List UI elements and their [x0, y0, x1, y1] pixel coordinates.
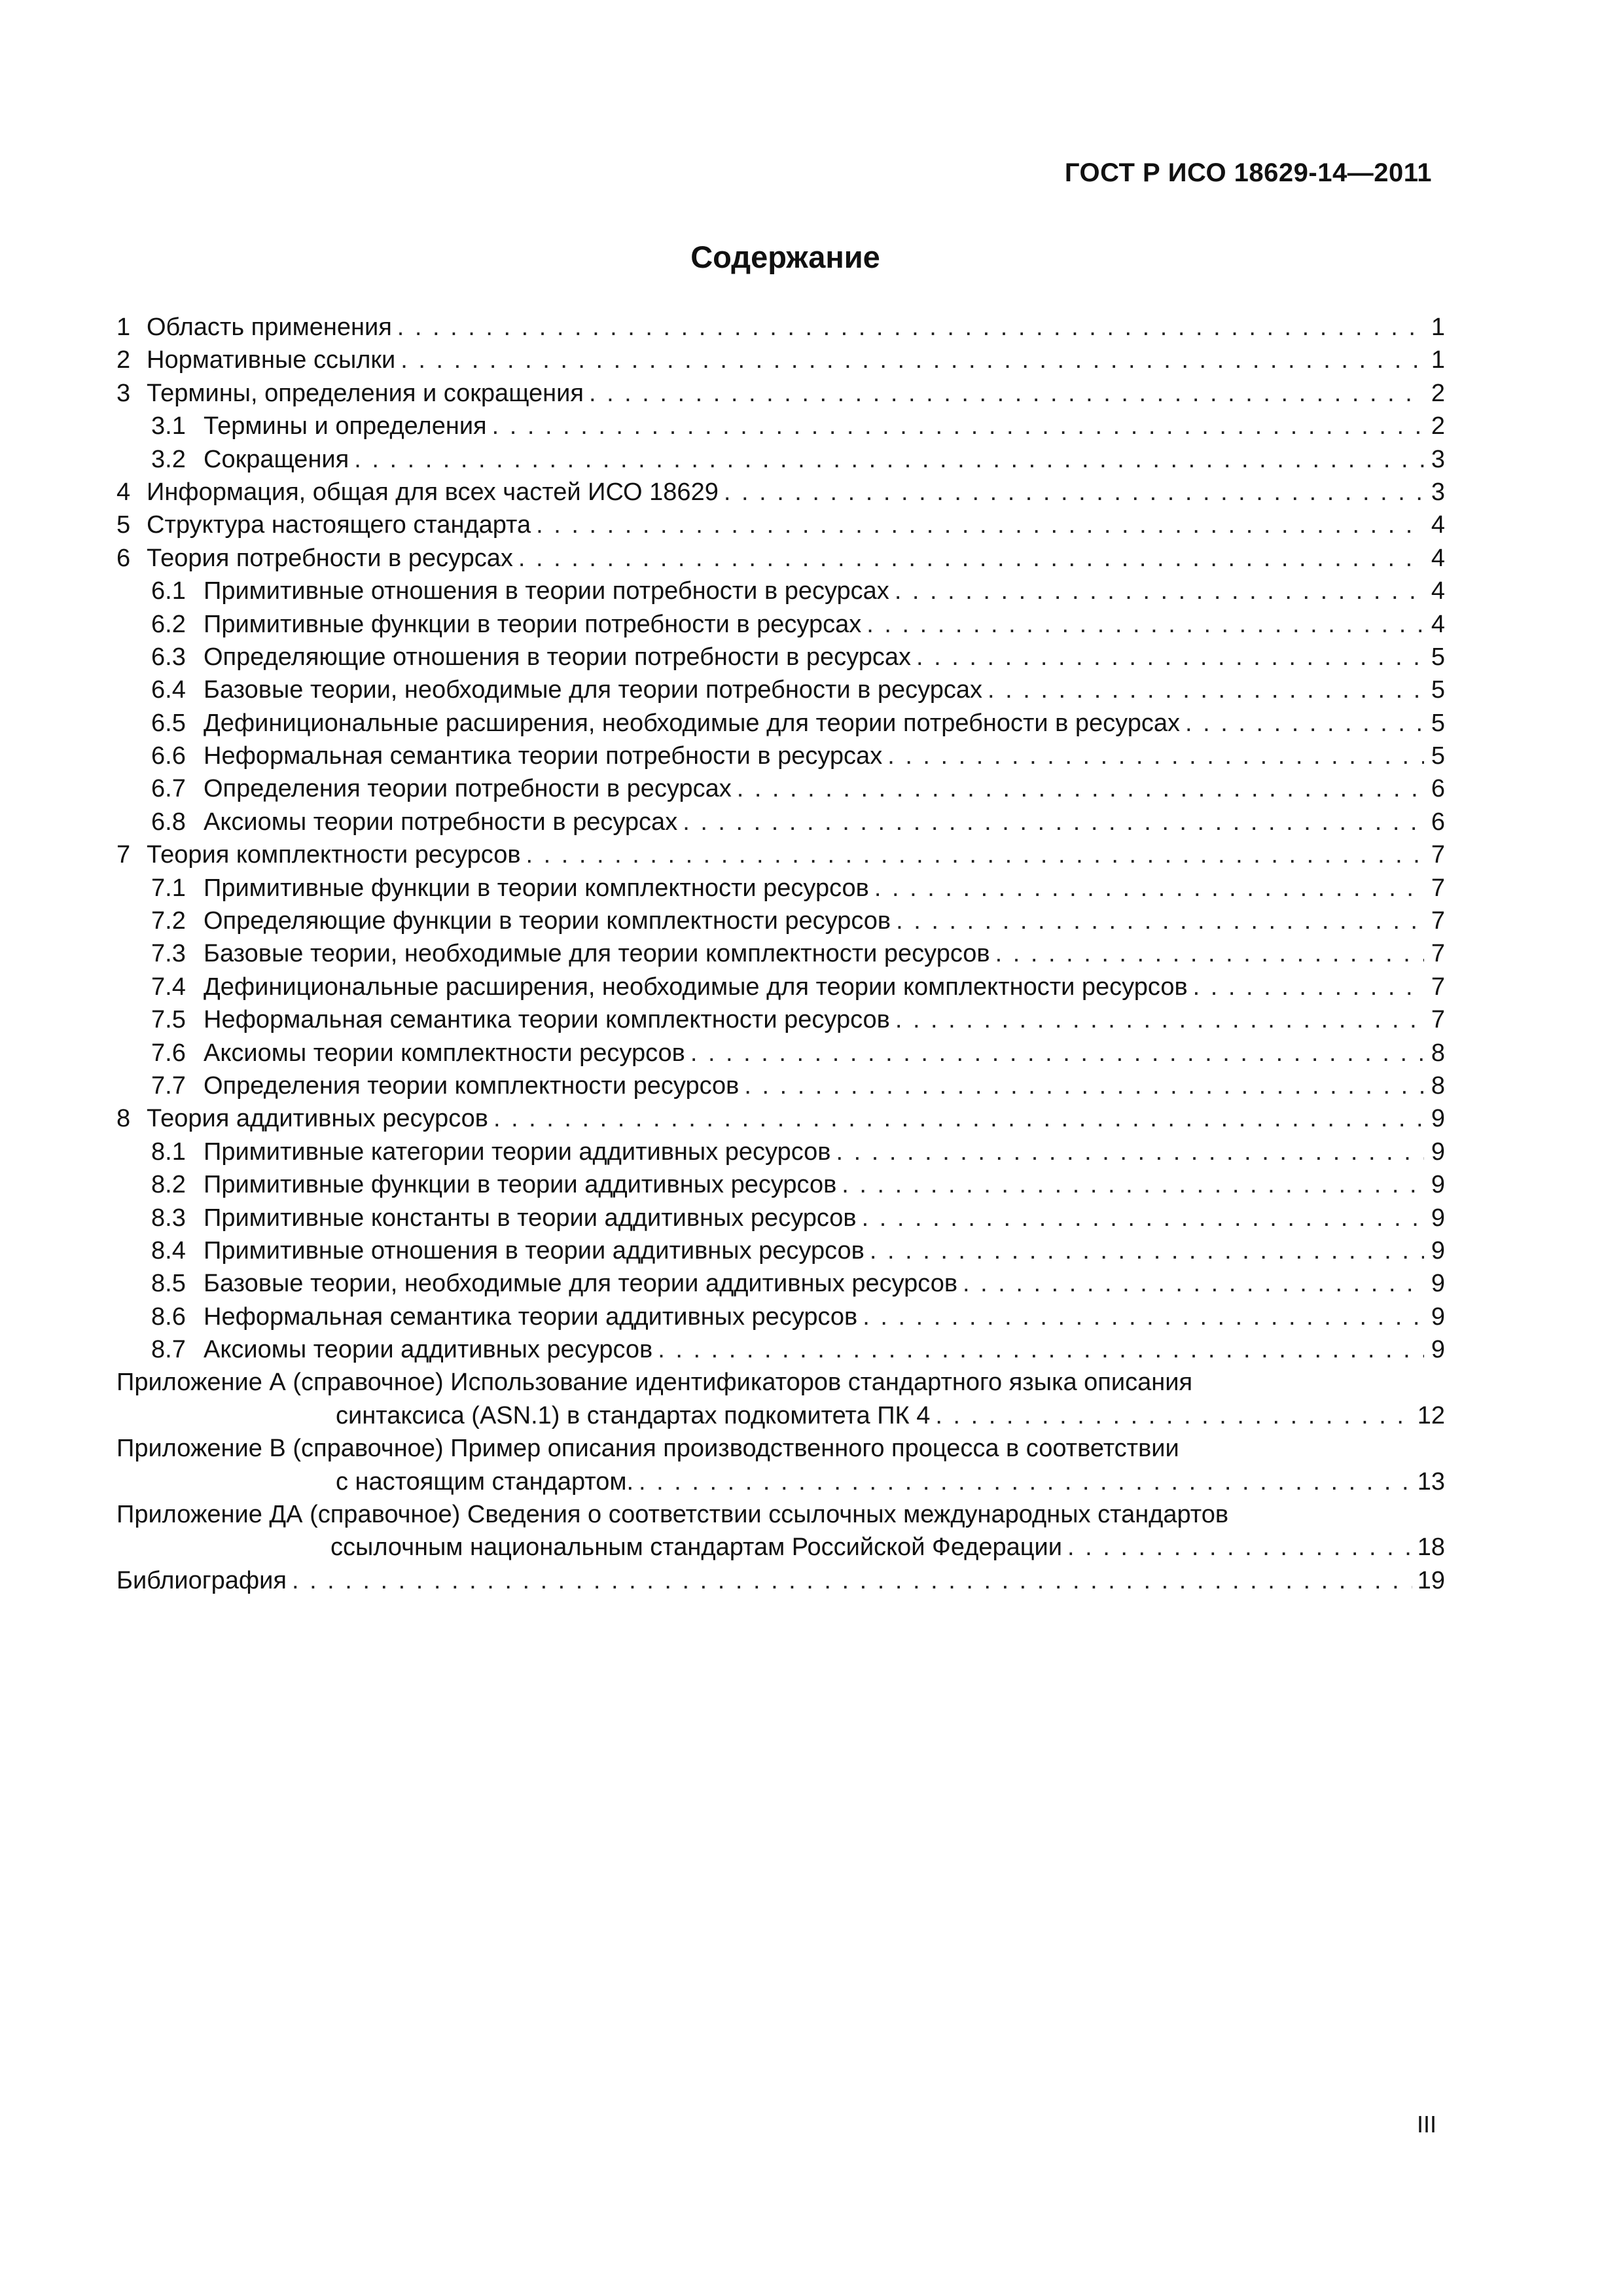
leader-dots — [896, 905, 1424, 937]
leader-dots — [690, 1037, 1424, 1069]
toc-entry-number: 7.6 — [151, 1039, 186, 1067]
toc-entry[interactable] — [116, 872, 1445, 905]
toc-entry-number: 6.2 — [151, 610, 186, 638]
toc-entry-label: Неформальная семантика теории потребности в ресурсах — [204, 742, 883, 770]
toc-entry-page: 1 — [1431, 313, 1445, 341]
toc-entry-label: Примитивные функции в теории аддитивных ресурсов — [204, 1171, 837, 1199]
toc-appendix-da-line1[interactable] — [116, 1498, 1445, 1531]
toc-entry-page: 9 — [1431, 1270, 1445, 1298]
toc-appendix-a-line2[interactable] — [116, 1399, 1445, 1432]
toc-entry[interactable] — [116, 344, 1445, 376]
toc-entry-page: 2 — [1431, 412, 1445, 440]
toc-entry[interactable] — [116, 608, 1445, 641]
toc-entry-label: Дефинициональные расширения, необходимые для теории потребности в ресурсах — [204, 709, 1181, 737]
toc-entry-page: 8 — [1431, 1071, 1445, 1100]
toc-entry-page: 9 — [1431, 1336, 1445, 1364]
toc-entry-label: Примитивные функции в теории потребности в ресурсах — [204, 610, 862, 638]
toc-entry-number: 6.7 — [151, 775, 186, 803]
bibliography-label: Библиография — [116, 1566, 287, 1594]
toc-entry[interactable] — [116, 542, 1445, 575]
toc-entry[interactable] — [116, 673, 1445, 706]
leader-dots — [995, 937, 1424, 970]
leader-dots — [536, 509, 1424, 541]
toc-entry-label: Неформальная семантика теории аддитивных ресурсов — [204, 1302, 858, 1331]
leader-dots — [401, 344, 1424, 376]
toc-entry-number: 6.5 — [151, 709, 186, 737]
leader-dots — [737, 772, 1424, 805]
toc-entry-label: Базовые теории, необходимые для теории потребности в ресурсах — [204, 676, 982, 704]
leader-dots — [744, 1069, 1424, 1102]
appendix-da-title-cont: ссылочным национальным стандартам Российской Федерации — [330, 1534, 1063, 1562]
toc-entry-page: 9 — [1431, 1302, 1445, 1331]
toc-entry[interactable] — [116, 509, 1445, 541]
appendix-a-title-cont: синтаксиса (ASN.1) в стандартах подкомитета ПК 4 — [336, 1401, 931, 1429]
toc-entry[interactable] — [116, 1202, 1445, 1234]
toc-entry-page: 3 — [1431, 478, 1445, 506]
leader-dots — [963, 1267, 1424, 1300]
toc-appendix-da-line2[interactable] — [116, 1531, 1445, 1564]
toc-entry-number: 6.6 — [151, 742, 186, 770]
toc-entry-page: 5 — [1431, 742, 1445, 770]
toc-entry-number: 7.2 — [151, 907, 186, 935]
leader-dots — [639, 1465, 1412, 1498]
toc-entry-label: Аксиомы теории комплектности ресурсов — [204, 1039, 685, 1067]
toc-entry[interactable] — [116, 772, 1445, 805]
toc-entry-page: 5 — [1431, 709, 1445, 737]
toc-entry-page: 9 — [1431, 1138, 1445, 1166]
toc-entry-page: 7 — [1431, 1006, 1445, 1034]
toc-entry[interactable] — [116, 641, 1445, 673]
toc-entry-label: Базовые теории, необходимые для теории комплектности ресурсов — [204, 940, 990, 968]
toc-entry-label: Термины и определения — [204, 412, 487, 440]
toc-entry-label: Определения теории комплектности ресурсов — [204, 1071, 740, 1100]
toc-entry-page: 4 — [1431, 577, 1445, 605]
appendix-a-page: 12 — [1417, 1401, 1445, 1429]
toc-entry[interactable] — [116, 1037, 1445, 1069]
toc-entry-number: 6 — [116, 544, 131, 572]
toc-entry-label: Определяющие функции в теории комплектности ресурсов — [204, 907, 891, 935]
appendix-da-title: Приложение ДА (справочное) Сведения о соответствии ссылочных международных стандартов — [116, 1501, 1229, 1529]
toc-entry-label: Теория потребности в ресурсах — [147, 544, 513, 572]
toc-entry-number: 4 — [116, 478, 131, 506]
toc-entry-page: 9 — [1431, 1236, 1445, 1265]
leader-dots — [683, 806, 1424, 838]
appendix-b-page: 13 — [1417, 1467, 1445, 1496]
toc-entry[interactable] — [116, 1168, 1445, 1201]
toc-entry-label: Примитивные отношения в теории аддитивных ресурсов — [204, 1236, 865, 1265]
toc-entry-page: 9 — [1431, 1105, 1445, 1133]
toc-entry[interactable] — [116, 740, 1445, 772]
toc-entries — [116, 311, 1445, 1367]
leader-dots — [866, 608, 1424, 641]
leader-dots — [935, 1399, 1412, 1432]
page-number: III — [1416, 2111, 1436, 2138]
toc-entry-label: Теория комплектности ресурсов — [147, 841, 521, 869]
toc-entry-number: 3.1 — [151, 412, 186, 440]
toc-entry-label: Примитивные константы в теории аддитивных ресурсов — [204, 1204, 857, 1232]
toc-entry-label: Информация, общая для всех частей ИСО 18629 — [147, 478, 719, 506]
toc-entry[interactable] — [116, 377, 1445, 410]
toc-entry-page: 2 — [1431, 379, 1445, 407]
leader-dots — [988, 673, 1424, 706]
toc-entry[interactable] — [116, 575, 1445, 607]
toc-entry[interactable] — [116, 838, 1445, 871]
toc-entry-number: 8.1 — [151, 1138, 186, 1166]
toc-bibliography[interactable] — [116, 1564, 1445, 1597]
leader-dots — [397, 311, 1424, 344]
toc-entry-number: 6.8 — [151, 808, 186, 836]
toc-entry-page: 9 — [1431, 1204, 1445, 1232]
toc-entry-number: 7.4 — [151, 973, 186, 1001]
toc-entry-label: Базовые теории, необходимые для теории аддитивных ресурсов — [204, 1270, 958, 1298]
toc-entry[interactable] — [116, 1003, 1445, 1036]
toc-entry-label: Область применения — [147, 313, 392, 341]
toc-entry-number: 6.4 — [151, 676, 186, 704]
appendix-b-title: Приложение В (справочное) Пример описания производственного процесса в соответствии — [116, 1435, 1179, 1463]
toc-entry[interactable] — [116, 476, 1445, 509]
toc-appendix-b-line2[interactable] — [116, 1465, 1445, 1498]
toc-entry[interactable] — [116, 905, 1445, 937]
toc-entry-number: 3.2 — [151, 445, 186, 473]
toc-entry-number: 7.5 — [151, 1006, 186, 1034]
leader-dots — [887, 740, 1424, 772]
toc-entry-page: 4 — [1431, 544, 1445, 572]
toc-entry-label: Определения теории потребности в ресурсах — [204, 775, 732, 803]
toc-entry[interactable] — [116, 443, 1445, 476]
toc-entry[interactable] — [116, 1136, 1445, 1168]
leader-dots — [842, 1168, 1424, 1201]
bibliography-page: 19 — [1417, 1566, 1445, 1594]
toc-entry-number: 8.2 — [151, 1171, 186, 1199]
toc-entry[interactable] — [116, 1102, 1445, 1135]
document-code: ГОСТ Р ИСО 18629-14—2011 — [1064, 158, 1432, 187]
leader-dots — [493, 1102, 1424, 1135]
leader-dots — [862, 1202, 1424, 1234]
toc-entry-label: Примитивные функции в теории комплектности ресурсов — [204, 874, 869, 902]
toc-entry-number: 8.7 — [151, 1336, 186, 1364]
toc-entry-label: Теория аддитивных ресурсов — [147, 1105, 488, 1133]
toc-entry[interactable] — [116, 1267, 1445, 1300]
toc-entry[interactable] — [116, 410, 1445, 442]
leader-dots — [292, 1564, 1412, 1597]
toc-entry-number: 7.3 — [151, 940, 186, 968]
toc-entry-page: 3 — [1431, 445, 1445, 473]
toc-entry-number: 5 — [116, 511, 131, 539]
toc-entry-number: 2 — [116, 346, 131, 374]
toc-entry-page: 8 — [1431, 1039, 1445, 1067]
appendix-b-title-cont: с настоящим стандартом. — [336, 1467, 634, 1496]
toc-entry-page: 7 — [1431, 907, 1445, 935]
toc-entry-page: 1 — [1431, 346, 1445, 374]
toc-entry[interactable] — [116, 1069, 1445, 1102]
leader-dots — [1193, 971, 1424, 1003]
toc-entry-number: 3 — [116, 379, 131, 407]
toc-entry[interactable] — [116, 937, 1445, 970]
toc-entry-number: 6.1 — [151, 577, 186, 605]
leader-dots — [492, 410, 1424, 442]
toc-entry-label: Примитивные отношения в теории потребности в ресурсах — [204, 577, 889, 605]
leader-dots — [354, 443, 1424, 476]
toc-entry[interactable] — [116, 1234, 1445, 1267]
appendix-a-title: Приложение А (справочное) Использование идентификаторов стандартного языка описания — [116, 1369, 1193, 1397]
toc-appendix-b-line1[interactable] — [116, 1432, 1445, 1465]
toc-entry[interactable] — [116, 1333, 1445, 1366]
toc-entry[interactable] — [116, 707, 1445, 740]
leader-dots — [895, 575, 1424, 607]
toc-entry-number: 8.4 — [151, 1236, 186, 1265]
toc-entry-page: 6 — [1431, 775, 1445, 803]
toc-entry-label: Примитивные категории теории аддитивных ресурсов — [204, 1138, 831, 1166]
toc-entry-label: Неформальная семантика теории комплектности ресурсов — [204, 1006, 890, 1034]
toc-entry-page: 4 — [1431, 511, 1445, 539]
leader-dots — [658, 1333, 1424, 1366]
table-of-contents — [116, 311, 1445, 1597]
leader-dots — [589, 377, 1424, 410]
toc-entry-number: 1 — [116, 313, 131, 341]
toc-entry-label: Структура настоящего стандарта — [147, 511, 531, 539]
leader-dots — [916, 641, 1424, 673]
leader-dots — [526, 838, 1424, 871]
leader-dots — [836, 1136, 1425, 1168]
leader-dots — [870, 1234, 1424, 1267]
leader-dots — [724, 476, 1424, 509]
toc-appendix-a-line1[interactable] — [116, 1367, 1445, 1399]
toc-entry-number: 8 — [116, 1105, 131, 1133]
toc-title: Содержание — [690, 240, 880, 274]
toc-entry-page: 7 — [1431, 940, 1445, 968]
toc-entry[interactable] — [116, 311, 1445, 344]
toc-entry[interactable] — [116, 1300, 1445, 1333]
toc-entry-number: 7 — [116, 841, 131, 869]
toc-entry-page: 5 — [1431, 643, 1445, 671]
leader-dots — [874, 872, 1424, 905]
leader-dots — [895, 1003, 1424, 1036]
toc-entry-number: 7.1 — [151, 874, 186, 902]
toc-entry-label: Нормативные ссылки — [147, 346, 396, 374]
toc-entry-label: Сокращения — [204, 445, 349, 473]
toc-entry-label: Аксиомы теории аддитивных ресурсов — [204, 1336, 653, 1364]
leader-dots — [518, 542, 1424, 575]
toc-entry-page: 7 — [1431, 973, 1445, 1001]
toc-entry-label: Дефинициональные расширения, необходимые для теории комплектности ресурсов — [204, 973, 1188, 1001]
toc-entry-page: 7 — [1431, 841, 1445, 869]
leader-dots — [863, 1300, 1424, 1333]
toc-entry-label: Аксиомы теории потребности в ресурсах — [204, 808, 678, 836]
toc-entry-page: 7 — [1431, 874, 1445, 902]
toc-entry-label: Определяющие отношения в теории потребности в ресурсах — [204, 643, 912, 671]
toc-entry-page: 4 — [1431, 610, 1445, 638]
toc-entry-number: 7.7 — [151, 1071, 186, 1100]
leader-dots — [1067, 1531, 1412, 1564]
toc-entry-label: Термины, определения и сокращения — [147, 379, 584, 407]
toc-entry[interactable] — [116, 971, 1445, 1003]
toc-entry[interactable] — [116, 806, 1445, 838]
toc-entry-number: 8.5 — [151, 1270, 186, 1298]
toc-entry-page: 9 — [1431, 1171, 1445, 1199]
toc-entry-page: 6 — [1431, 808, 1445, 836]
toc-entry-number: 6.3 — [151, 643, 186, 671]
toc-entry-number: 8.6 — [151, 1302, 186, 1331]
toc-entry-number: 8.3 — [151, 1204, 186, 1232]
toc-entry-page: 5 — [1431, 676, 1445, 704]
appendix-da-page: 18 — [1417, 1534, 1445, 1562]
leader-dots — [1185, 707, 1424, 740]
